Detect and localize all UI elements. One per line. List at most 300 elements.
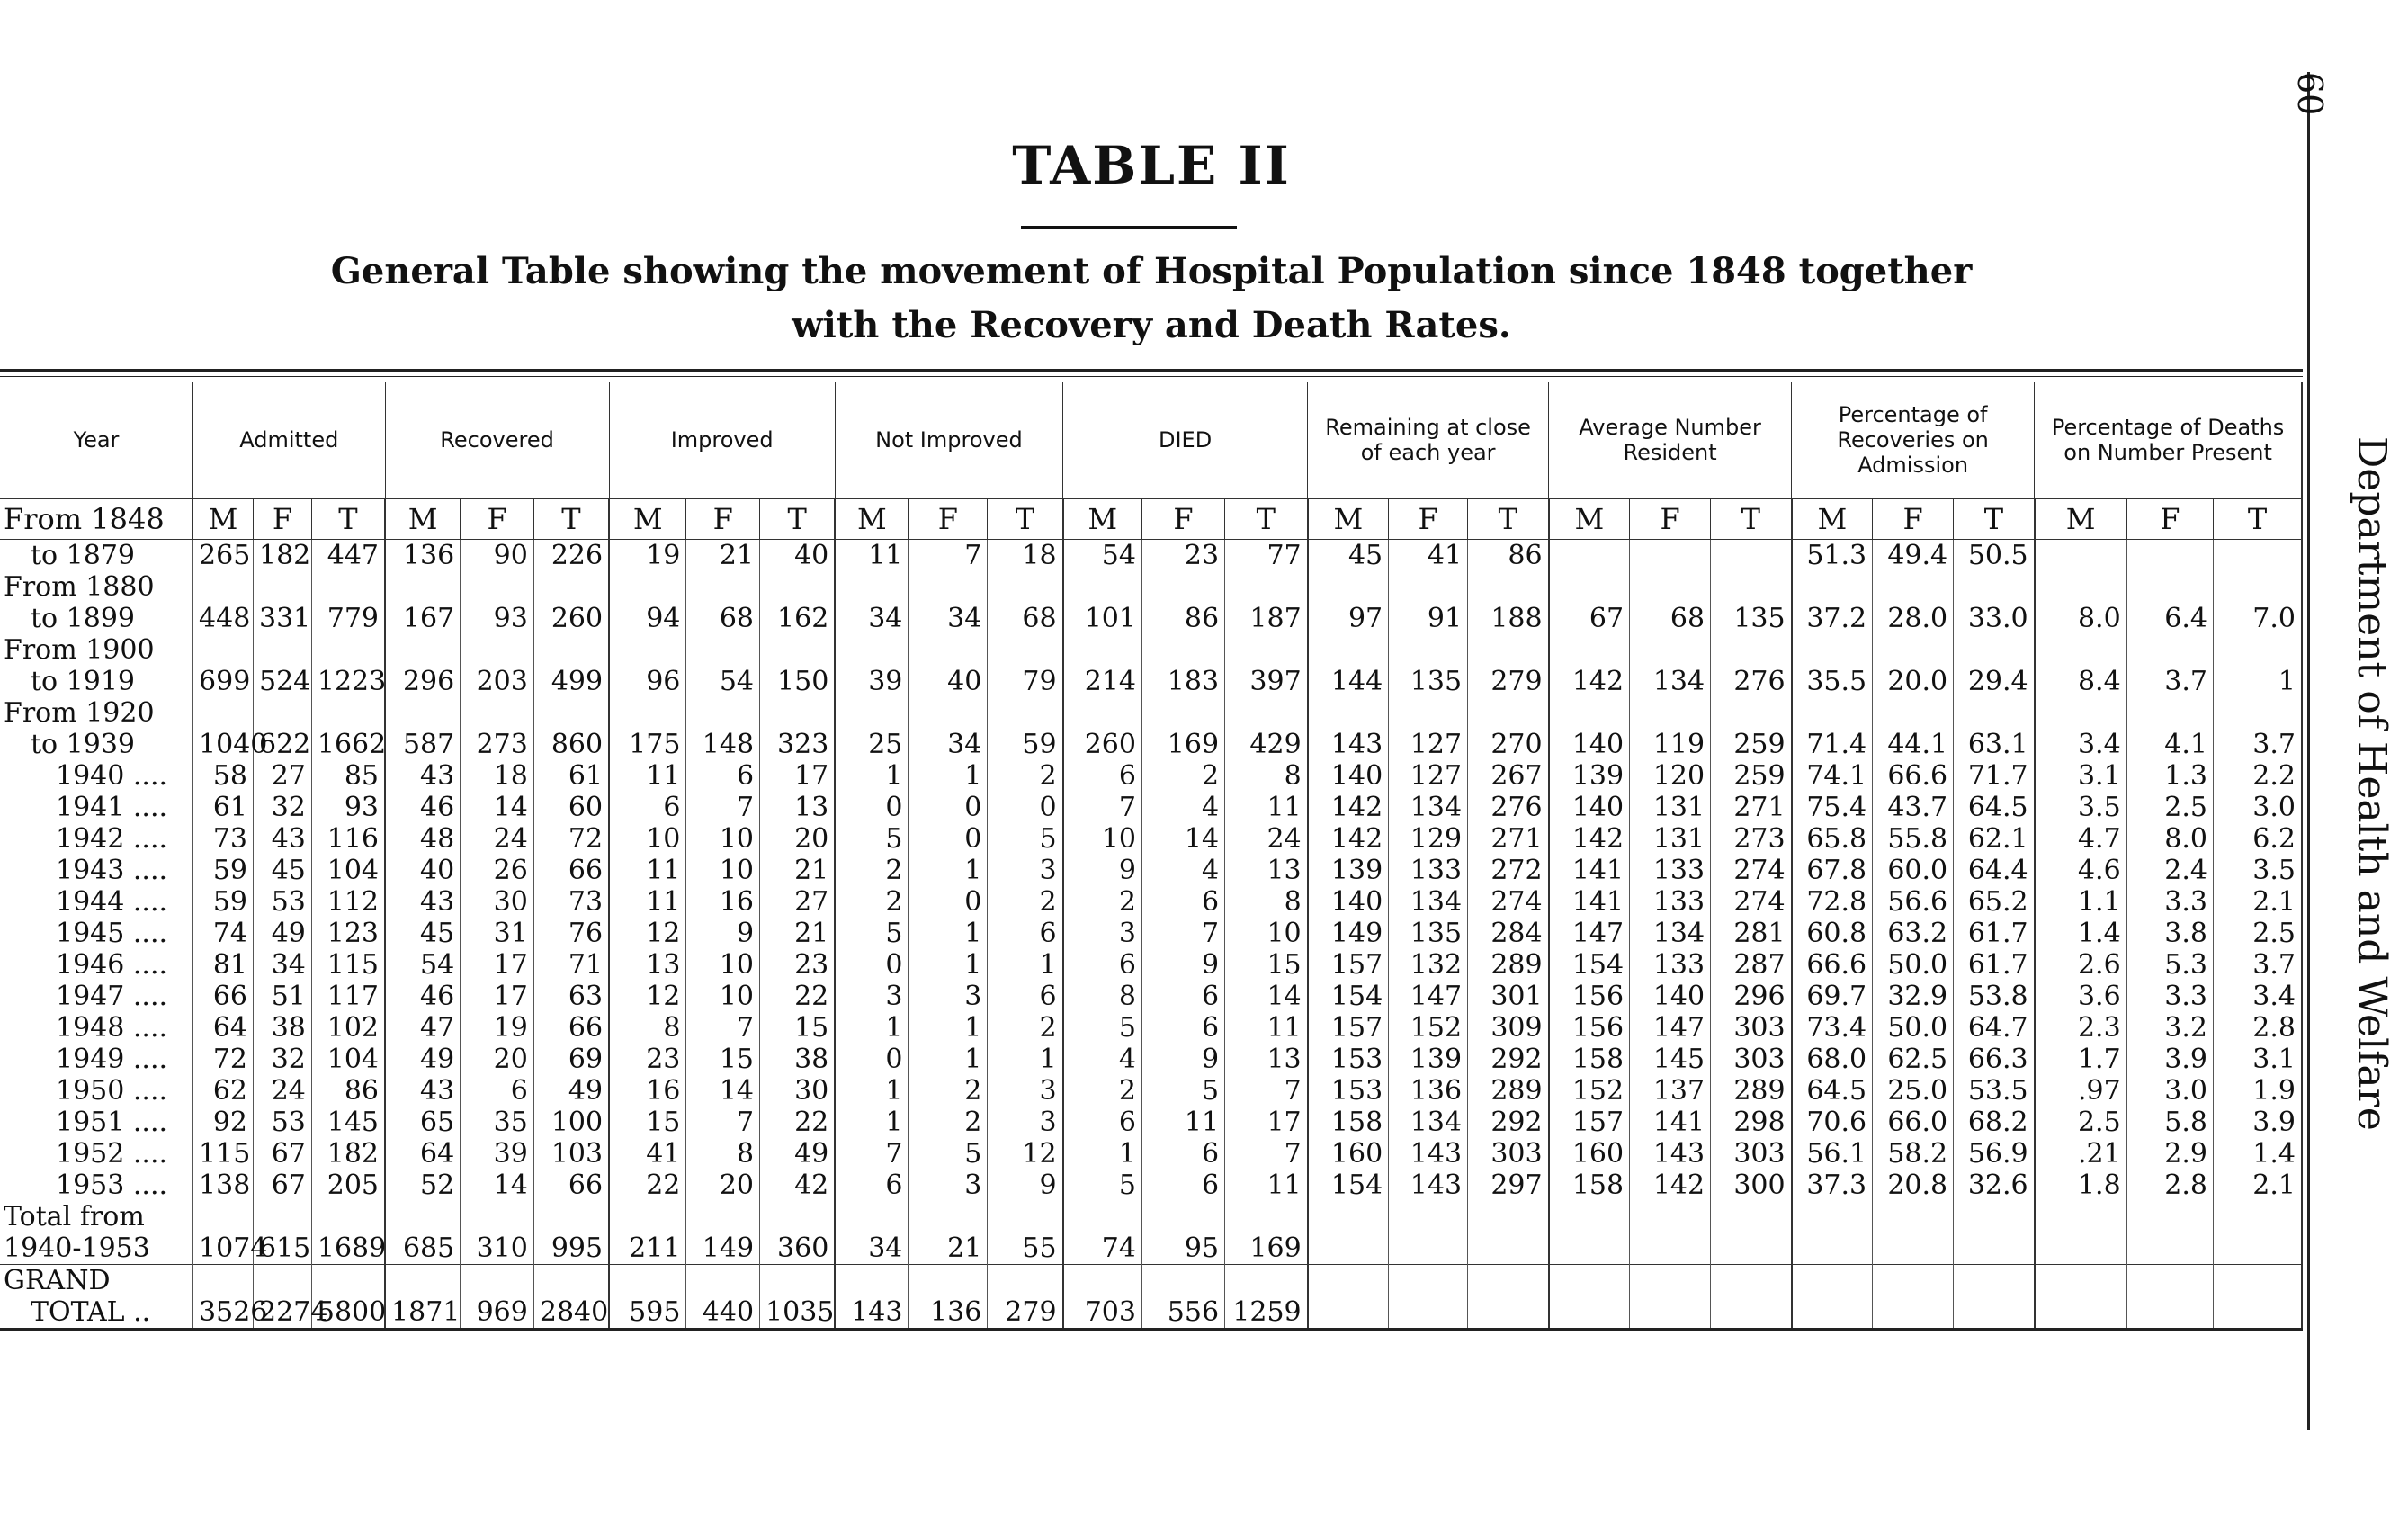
table-cell: 149 (686, 1233, 760, 1265)
table-cell: 55 (988, 1233, 1063, 1265)
table-cell: 32.9 (1873, 981, 1954, 1012)
table-cell: 274 (1711, 855, 1792, 886)
table-cell: 131 (1630, 823, 1711, 855)
table-row (0, 571, 2302, 603)
table-cell: 8.4 (2035, 666, 2127, 697)
table-cell: 7 (835, 1138, 909, 1170)
table-cell: 73.4 (1792, 1012, 1873, 1044)
table-cell: 4.6 (2035, 855, 2127, 886)
table-cell (1792, 634, 1873, 666)
table-cell: 140 (1630, 981, 1711, 1012)
subheader-m: M (835, 498, 909, 540)
table-cell: 3.7 (2213, 949, 2302, 981)
table-cell: 0 (988, 792, 1063, 823)
table-cell (1954, 571, 2035, 603)
table-cell (835, 697, 909, 729)
table-cell: 259 (1711, 729, 1792, 760)
table-cell: 7 (686, 1107, 760, 1138)
table-cell: 112 (311, 886, 385, 918)
subheader-f: F (1141, 498, 1224, 540)
table-cell: 3.3 (2126, 886, 2213, 918)
table-cell: 104 (311, 1044, 385, 1075)
table-cell: 203 (461, 666, 534, 697)
table-cell: 1.9 (2213, 1075, 2302, 1107)
table-cell: 188 (1468, 603, 1549, 634)
table-cell (1792, 1265, 1873, 1297)
table-cell: 142 (1549, 823, 1630, 855)
table-cell: 74.1 (1792, 760, 1873, 792)
table-cell: 64.5 (1954, 792, 2035, 823)
table-cell: 0 (909, 886, 988, 918)
table-cell: 153 (1308, 1044, 1389, 1075)
table-cell: 53.8 (1954, 981, 2035, 1012)
table-cell: 45 (254, 855, 312, 886)
table-cell (533, 1201, 609, 1233)
table-cell: 127 (1389, 760, 1468, 792)
table-cell: 51 (254, 981, 312, 1012)
table-row (0, 1170, 2302, 1201)
table-cell: 10 (686, 981, 760, 1012)
table-cell: 0 (909, 792, 988, 823)
table-cell: 14 (1225, 981, 1308, 1012)
table-cell: 43.7 (1873, 792, 1954, 823)
subheader-f: F (461, 498, 534, 540)
table-cell: 303 (1711, 1012, 1792, 1044)
table-row (0, 1107, 2302, 1138)
table-cell: .21 (2035, 1138, 2127, 1170)
table-cell: 10 (686, 949, 760, 981)
table-cell: 1 (988, 949, 1063, 981)
table-cell: 75.4 (1792, 792, 1873, 823)
table-cell (1141, 1201, 1224, 1233)
table-cell: 141 (1549, 855, 1630, 886)
row-year-label: to 1919 (0, 666, 193, 697)
table-cell: 20.0 (1873, 666, 1954, 697)
table-cell (1063, 571, 1142, 603)
table-title: TABLE II (1012, 135, 1291, 196)
table-cell: 59 (193, 886, 254, 918)
table-cell (988, 634, 1063, 666)
table-cell (686, 697, 760, 729)
table-cell: 41 (609, 1138, 686, 1170)
table-cell: 13 (1225, 1044, 1308, 1075)
table-cell: 6 (988, 918, 1063, 949)
table-cell: 154 (1549, 949, 1630, 981)
table-cell: 56.1 (1792, 1138, 1873, 1170)
table-cell: 265 (193, 540, 254, 572)
table-cell: 25 (835, 729, 909, 760)
table-cell: 1 (835, 1075, 909, 1107)
table-cell: 205 (311, 1170, 385, 1201)
table-cell: 8 (1225, 760, 1308, 792)
table-cell: 1.3 (2126, 760, 2213, 792)
header-row (0, 382, 2302, 498)
table-cell: 119 (1630, 729, 1711, 760)
table-cell: 5.8 (2126, 1107, 2213, 1138)
subheader-t: T (2213, 498, 2302, 540)
subheader-f: F (1873, 498, 1954, 540)
table-cell (1549, 1265, 1630, 1297)
table-cell: 28.0 (1873, 603, 1954, 634)
table-cell: 7.0 (2213, 603, 2302, 634)
table-cell: 94 (609, 603, 686, 634)
table-cell: 65.2 (1954, 886, 2035, 918)
table-cell: 499 (533, 666, 609, 697)
table-cell (2126, 1201, 2213, 1233)
table-cell: 49 (760, 1138, 836, 1170)
table-row (0, 1044, 2302, 1075)
table-cell: 22 (760, 1107, 836, 1138)
table-cell: 289 (1468, 1075, 1549, 1107)
row-year-label: Total from (0, 1201, 193, 1233)
table-cell: 7 (1225, 1075, 1308, 1107)
table-cell: 38 (760, 1044, 836, 1075)
subheader-year-label: From 1848 (0, 498, 193, 540)
table-cell: 17 (461, 981, 534, 1012)
subheader-m: M (1063, 498, 1142, 540)
table-cell: 429 (1225, 729, 1308, 760)
subheader-m: M (385, 498, 461, 540)
subheader-m: M (1549, 498, 1630, 540)
table-cell: 21 (760, 855, 836, 886)
table-cell (988, 697, 1063, 729)
table-cell (1308, 1201, 1389, 1233)
table-cell: 69.7 (1792, 981, 1873, 1012)
table-cell: 2 (988, 886, 1063, 918)
table-cell: 139 (1389, 1044, 1468, 1075)
table-row (0, 823, 2302, 855)
table-cell: 27 (760, 886, 836, 918)
table-cell: 66 (533, 855, 609, 886)
table-cell: 76 (533, 918, 609, 949)
table-cell (254, 1265, 312, 1297)
table-cell: 1871 (385, 1296, 461, 1330)
table-cell: 595 (609, 1296, 686, 1330)
table-cell: 4.1 (2126, 729, 2213, 760)
table-cell: 8 (686, 1138, 760, 1170)
table-cell: 2.3 (2035, 1012, 2127, 1044)
table-cell: 2 (835, 886, 909, 918)
table-cell: 1.4 (2213, 1138, 2302, 1170)
table-cell: 92 (193, 1107, 254, 1138)
table-cell: 139 (1308, 855, 1389, 886)
table-cell: 64 (385, 1138, 461, 1170)
table-cell: 298 (1711, 1107, 1792, 1138)
table-cell (760, 1201, 836, 1233)
table-cell: 0 (835, 949, 909, 981)
subheader-m: M (2035, 498, 2127, 540)
table-cell (1954, 1265, 2035, 1297)
table-cell (1873, 1233, 1954, 1265)
table-cell (2126, 1233, 2213, 1265)
table-cell (1063, 1201, 1142, 1233)
table-cell: 0 (835, 792, 909, 823)
table-cell: 32.6 (1954, 1170, 2035, 1201)
table-cell (1063, 634, 1142, 666)
table-row (0, 1201, 2302, 1233)
table-cell: 58 (193, 760, 254, 792)
table-cell: 9 (686, 918, 760, 949)
table-cell: 3.5 (2035, 792, 2127, 823)
table-cell: 64 (193, 1012, 254, 1044)
table-cell: 68.2 (1954, 1107, 2035, 1138)
table-cell: 3 (988, 1075, 1063, 1107)
table-cell: 284 (1468, 918, 1549, 949)
table-cell (1389, 1233, 1468, 1265)
table-cell (1549, 1201, 1630, 1233)
table-cell: 7 (1141, 918, 1224, 949)
table-cell: 31 (461, 918, 534, 949)
table-cell: 11 (609, 855, 686, 886)
table-cell (1630, 540, 1711, 572)
table-cell (2126, 1296, 2213, 1330)
row-year-label: 1945 .... (0, 918, 193, 949)
row-year-label: GRAND (0, 1265, 193, 1297)
table-cell: 60.0 (1873, 855, 1954, 886)
table-cell: 116 (311, 823, 385, 855)
table-cell (1308, 634, 1389, 666)
subheader-t: T (1225, 498, 1308, 540)
header-admitted: Admitted (193, 382, 385, 498)
table-cell: 1.4 (2035, 918, 2127, 949)
table-cell: 622 (254, 729, 312, 760)
table-cell (1873, 1201, 1954, 1233)
table-cell (1630, 634, 1711, 666)
table-cell (686, 1201, 760, 1233)
table-cell: 182 (311, 1138, 385, 1170)
table-cell: 3.7 (2213, 729, 2302, 760)
table-cell: 74 (193, 918, 254, 949)
table-cell: 20 (760, 823, 836, 855)
table-cell: 49 (385, 1044, 461, 1075)
table-cell: 22 (760, 981, 836, 1012)
table-cell: 145 (311, 1107, 385, 1138)
table-row (0, 540, 2302, 572)
table-cell: 169 (1141, 729, 1224, 760)
table-cell: 303 (1468, 1138, 1549, 1170)
subheader-row (0, 498, 2302, 540)
table-cell: 6.4 (2126, 603, 2213, 634)
table-cell: 3.1 (2035, 760, 2127, 792)
table-cell (1711, 1265, 1792, 1297)
table-cell (1141, 634, 1224, 666)
table-cell: 6.2 (2213, 823, 2302, 855)
table-row (0, 634, 2302, 666)
table-cell (2213, 571, 2302, 603)
table-cell: 63.1 (1954, 729, 2035, 760)
table-cell (2035, 634, 2127, 666)
table-cell: 214 (1063, 666, 1142, 697)
table-cell: 10 (1063, 823, 1142, 855)
table-cell: 17 (461, 949, 534, 981)
table-cell: 77 (1225, 540, 1308, 572)
table-cell: 226 (533, 540, 609, 572)
table-cell: 39 (835, 666, 909, 697)
table-cell: 73 (193, 823, 254, 855)
table-cell: 59 (988, 729, 1063, 760)
row-year-label: to 1879 (0, 540, 193, 572)
table-cell: 103 (533, 1138, 609, 1170)
table-cell: 52 (385, 1170, 461, 1201)
table-cell: 21 (909, 1233, 988, 1265)
table-cell: 7 (1063, 792, 1142, 823)
table-cell (1225, 1265, 1308, 1297)
row-year-label: From 1920 (0, 697, 193, 729)
table-cell: 45 (1308, 540, 1389, 572)
table-cell: 61 (533, 760, 609, 792)
table-row (0, 886, 2302, 918)
table-cell (1792, 697, 1873, 729)
table-cell (1711, 1201, 1792, 1233)
table-cell (1468, 697, 1549, 729)
table-cell: 22 (609, 1170, 686, 1201)
table-cell (835, 571, 909, 603)
table-cell: 279 (1468, 666, 1549, 697)
table-cell: 9 (1063, 855, 1142, 886)
table-cell: 139 (1549, 760, 1630, 792)
table-cell: 140 (1308, 886, 1389, 918)
table-cell: 779 (311, 603, 385, 634)
table-cell: 5 (909, 1138, 988, 1170)
table-cell: 91 (1389, 603, 1468, 634)
table-cell (2035, 697, 2127, 729)
table-cell: 140 (1549, 792, 1630, 823)
table-cell: 15 (609, 1107, 686, 1138)
table-cell: 93 (461, 603, 534, 634)
table-cell: 1 (909, 855, 988, 886)
table-cell (1468, 1233, 1549, 1265)
table-cell: 54 (1063, 540, 1142, 572)
table-cell: 42 (760, 1170, 836, 1201)
subheader-m: M (609, 498, 686, 540)
table-cell: 86 (1468, 540, 1549, 572)
table-cell: 4.7 (2035, 823, 2127, 855)
table-cell: 11 (609, 760, 686, 792)
row-year-label: 1943 .... (0, 855, 193, 886)
table-cell: 1.8 (2035, 1170, 2127, 1201)
table-cell (1308, 697, 1389, 729)
table-cell: 16 (686, 886, 760, 918)
table-cell: .97 (2035, 1075, 2127, 1107)
table-cell: 4 (1141, 792, 1224, 823)
page-number: 60 (2290, 72, 2330, 116)
table-row (0, 1265, 2302, 1297)
table-cell: 46 (385, 981, 461, 1012)
table-cell: 66.6 (1792, 949, 1873, 981)
table-cell (909, 697, 988, 729)
table-cell: 160 (1308, 1138, 1389, 1170)
row-year-label: From 1900 (0, 634, 193, 666)
table-cell: 72 (533, 823, 609, 855)
table-cell (2035, 1233, 2127, 1265)
table-cell: 156 (1549, 981, 1630, 1012)
table-cell: 556 (1141, 1296, 1224, 1330)
table-cell (1954, 1296, 2035, 1330)
table-cell: 142 (1308, 792, 1389, 823)
table-cell: 187 (1225, 603, 1308, 634)
table-cell: 6 (1063, 760, 1142, 792)
table-cell: 20 (686, 1170, 760, 1201)
table-cell: 292 (1468, 1044, 1549, 1075)
table-cell: 276 (1711, 666, 1792, 697)
table-cell: 5 (1063, 1012, 1142, 1044)
header-pct-deaths: Percentage of Deaths on Number Present (2035, 382, 2302, 498)
table-cell (254, 571, 312, 603)
table-cell: 5 (1063, 1170, 1142, 1201)
table-cell (988, 1265, 1063, 1297)
table-cell: 30 (760, 1075, 836, 1107)
table-cell (2126, 697, 2213, 729)
table-cell: 3.6 (2035, 981, 2127, 1012)
header-recovered: Recovered (385, 382, 609, 498)
table-cell: 54 (385, 949, 461, 981)
table-cell: 3.8 (2126, 918, 2213, 949)
table-cell (1549, 634, 1630, 666)
table-cell: 134 (1389, 886, 1468, 918)
table-cell: 0 (909, 823, 988, 855)
table-cell: 699 (193, 666, 254, 697)
table-cell: 440 (686, 1296, 760, 1330)
table-cell: 32 (254, 1044, 312, 1075)
subheader-f: F (1389, 498, 1468, 540)
table-cell: 703 (1063, 1296, 1142, 1330)
table-cell: 3.9 (2126, 1044, 2213, 1075)
table-cell: 66 (533, 1170, 609, 1201)
table-cell (2213, 634, 2302, 666)
subheader-f: F (254, 498, 312, 540)
table-cell (1954, 634, 2035, 666)
table-cell: 143 (835, 1296, 909, 1330)
table-cell: 47 (385, 1012, 461, 1044)
row-year-label: From 1880 (0, 571, 193, 603)
row-year-label: 1946 .... (0, 949, 193, 981)
table-cell: 34 (254, 949, 312, 981)
table-cell (1954, 1201, 2035, 1233)
table-cell: 3.0 (2126, 1075, 2213, 1107)
table-cell: 154 (1308, 1170, 1389, 1201)
table-cell (609, 1265, 686, 1297)
table-cell: 15 (1225, 949, 1308, 981)
table-cell: 2.2 (2213, 760, 2302, 792)
table-cell: 49 (254, 918, 312, 949)
table-cell (461, 1265, 534, 1297)
table-cell (1873, 634, 1954, 666)
table-cell (2035, 540, 2127, 572)
table-cell: 259 (1711, 760, 1792, 792)
table-cell: 135 (1389, 918, 1468, 949)
table-cell: 397 (1225, 666, 1308, 697)
table-cell: 11 (1225, 1012, 1308, 1044)
table-cell (1308, 1233, 1389, 1265)
table-cell (1549, 571, 1630, 603)
table-cell: 68 (1630, 603, 1711, 634)
table-cell (835, 1265, 909, 1297)
table-cell: 182 (254, 540, 312, 572)
table-cell: 289 (1711, 1075, 1792, 1107)
table-cell: 995 (533, 1233, 609, 1265)
table-cell (1549, 1233, 1630, 1265)
table-cell: 274 (1468, 886, 1549, 918)
table-cell (1225, 1201, 1308, 1233)
table-cell (1468, 1201, 1549, 1233)
table-cell: 23 (609, 1044, 686, 1075)
table-cell: 97 (1308, 603, 1389, 634)
table-cell (311, 571, 385, 603)
table-cell: 40 (385, 855, 461, 886)
table-cell: 63 (533, 981, 609, 1012)
table-cell (1141, 571, 1224, 603)
table-cell (1630, 571, 1711, 603)
